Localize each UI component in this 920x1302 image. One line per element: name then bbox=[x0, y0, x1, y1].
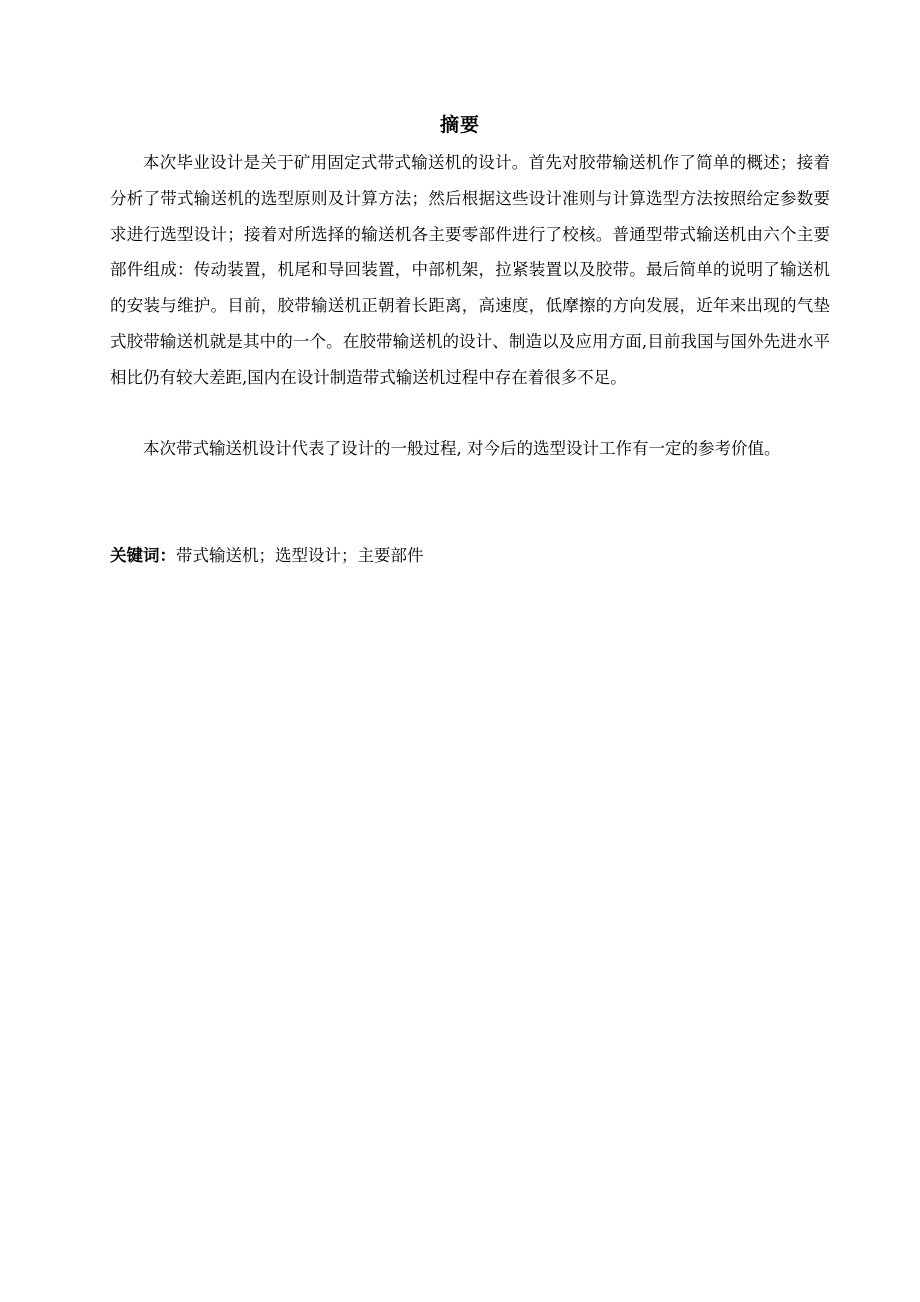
abstract-title: 摘要 bbox=[439, 114, 480, 136]
abstract-paragraph-2-block bbox=[110, 431, 830, 467]
abstract-paragraph-2: 本次带式输送机设计代表了设计的一般过程, 对今后的选型设计工作有一定的参考价值。 bbox=[143, 439, 781, 458]
abstract-paragraph-1-block bbox=[110, 145, 830, 396]
keywords-text: 带式输送机；选型设计；主要部件 bbox=[176, 546, 424, 565]
keywords-line bbox=[110, 540, 830, 572]
abstract-paragraph-1: 本次毕业设计是关于矿用固定式带式输送机的设计。首先对胶带输送机作了简单的概述；接着分析了带式输送机的选型原则及计算方法；然后根据这些设计准则与计算选型方法按照给定参数要求进行选型设计；接着对所选择的输送机各主要零部件进行了校核。普通型带式输送机由六个主要部件组成：传动装置，机尾和导回装置，中部机架，拉紧装置以及胶带。最后简单的说明了输送机的安装与维护。目前，胶带输送机正朝着长距离，高速度，低摩擦的方向发展，近年来出现的气垫式胶带输送机就是其中的一个。在胶带输送机的设计、制造以及应用方面,目前我国与国外先进水平相比仍有较大差距,国内在设计制造带式输送机过程中存在着很多不足。 bbox=[110, 153, 830, 387]
keywords-label: 关键词： bbox=[110, 546, 176, 565]
